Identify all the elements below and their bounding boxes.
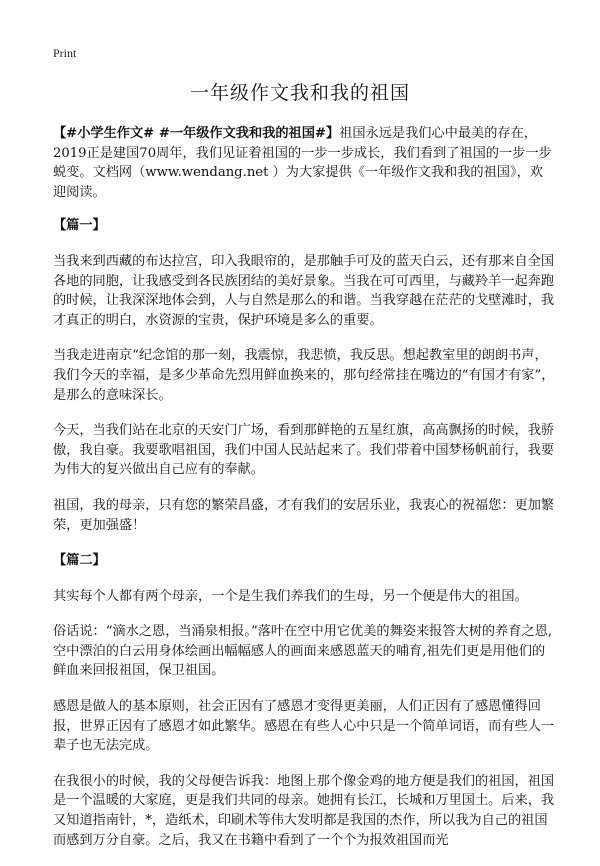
- section-heading-1: 【篇一】: [53, 218, 106, 234]
- section2-paragraph-4: 在我很小的时候，我的父母便告诉我：地图上那个像金鸡的地方便是我们的祖国，祖国是一个温暖的大家庭，更是我们共同的母亲。她拥有长江，长城和万里国土。后来，我又知道指南针，*，造纸术，印刷术等伟大发明都是我国的杰作，所以我为自己的祖国而感到万分自豪。之后，我又在书籍中看到了一个个为报效祖国而光: [53, 773, 555, 848]
- intro-paragraph: [53, 124, 556, 202]
- section-heading-2: 【篇二】: [53, 553, 106, 569]
- section1-paragraph-2: 当我走进南京“纪念馆的那一刻，我震惊，我悲愤，我反思。想起教室里的朗朗书声，我们今天的幸福，是多少革命先烈用鲜血换来的，那句经常挂在嘴边的“有国才有家”，是那么的意味深长。: [53, 348, 555, 403]
- intro-text: 祖国永远是我们心中最美的存在，2019正是建国70周年，我们见证着祖国的一步一步成长，我们看到了祖国的一步一步蜕变。文档网（www.wendang.net ）为大家提供《一年级作文我和我的祖国》，欢迎阅读。: [53, 126, 552, 200]
- section1-paragraph-4: 祖国，我的母亲，只有您的繁荣昌盛，才有我们的安居乐业，我衷心的祝福您：更加繁荣，更加强盛！: [53, 497, 555, 533]
- section2-paragraph-2: 俗话说：“滴水之恩，当涌泉相报。”落叶在空中用它优美的舞姿来报答大树的养育之恩,空中漂泊的白云用身体绘画出幅幅感人的画面来感恩蓝天的哺育,祖先们更是用他们的鲜血来回报祖国，保卫祖国。: [53, 624, 553, 679]
- print-label: Print: [53, 46, 77, 60]
- document-body: [53, 124, 556, 866]
- section2-paragraph-3: 感恩是做人的基本原则，社会正因有了感恩才变得更美丽，人们正因有了感恩懂得回报，世界正因有了感恩才如此繁华。感恩在有些人心中只是一个简单词语，而有些人一辈子也无法完成。: [53, 699, 555, 754]
- document-title: 一年级作文我和我的祖国: [189, 82, 410, 104]
- intro-tag: 【#小学生作文# #一年级作文我和我的祖国#】: [53, 126, 340, 141]
- section2-paragraph-1: 其实每个人都有两个母亲，一个是生我们养我们的生母，另一个便是伟大的祖国。: [53, 588, 528, 604]
- section1-paragraph-3: 今天，当我们站在北京的天安门广场，看到那鲜艳的五星红旗，高高飘扬的时候，我骄傲，我自豪。我要歌唱祖国，我们中国人民站起来了。我们带着中国梦杨帆前行，我要为伟大的复兴做出自己应有的奉献。: [53, 423, 555, 478]
- section1-paragraph-1: 当我来到西藏的布达拉宫，印入我眼帘的，是那触手可及的蓝天白云，还有那来自全国各地的同胞，让我感受到各民族团结的美好景象。当我在可可西里，与藏羚羊一起奔跑的时候，让我深深地体会到，人与自然是那么的和谐。当我穿越在茫茫的戈壁滩时，我才真正的明白，水资源的宝贵，保护环境是多么的重要。: [53, 253, 555, 328]
